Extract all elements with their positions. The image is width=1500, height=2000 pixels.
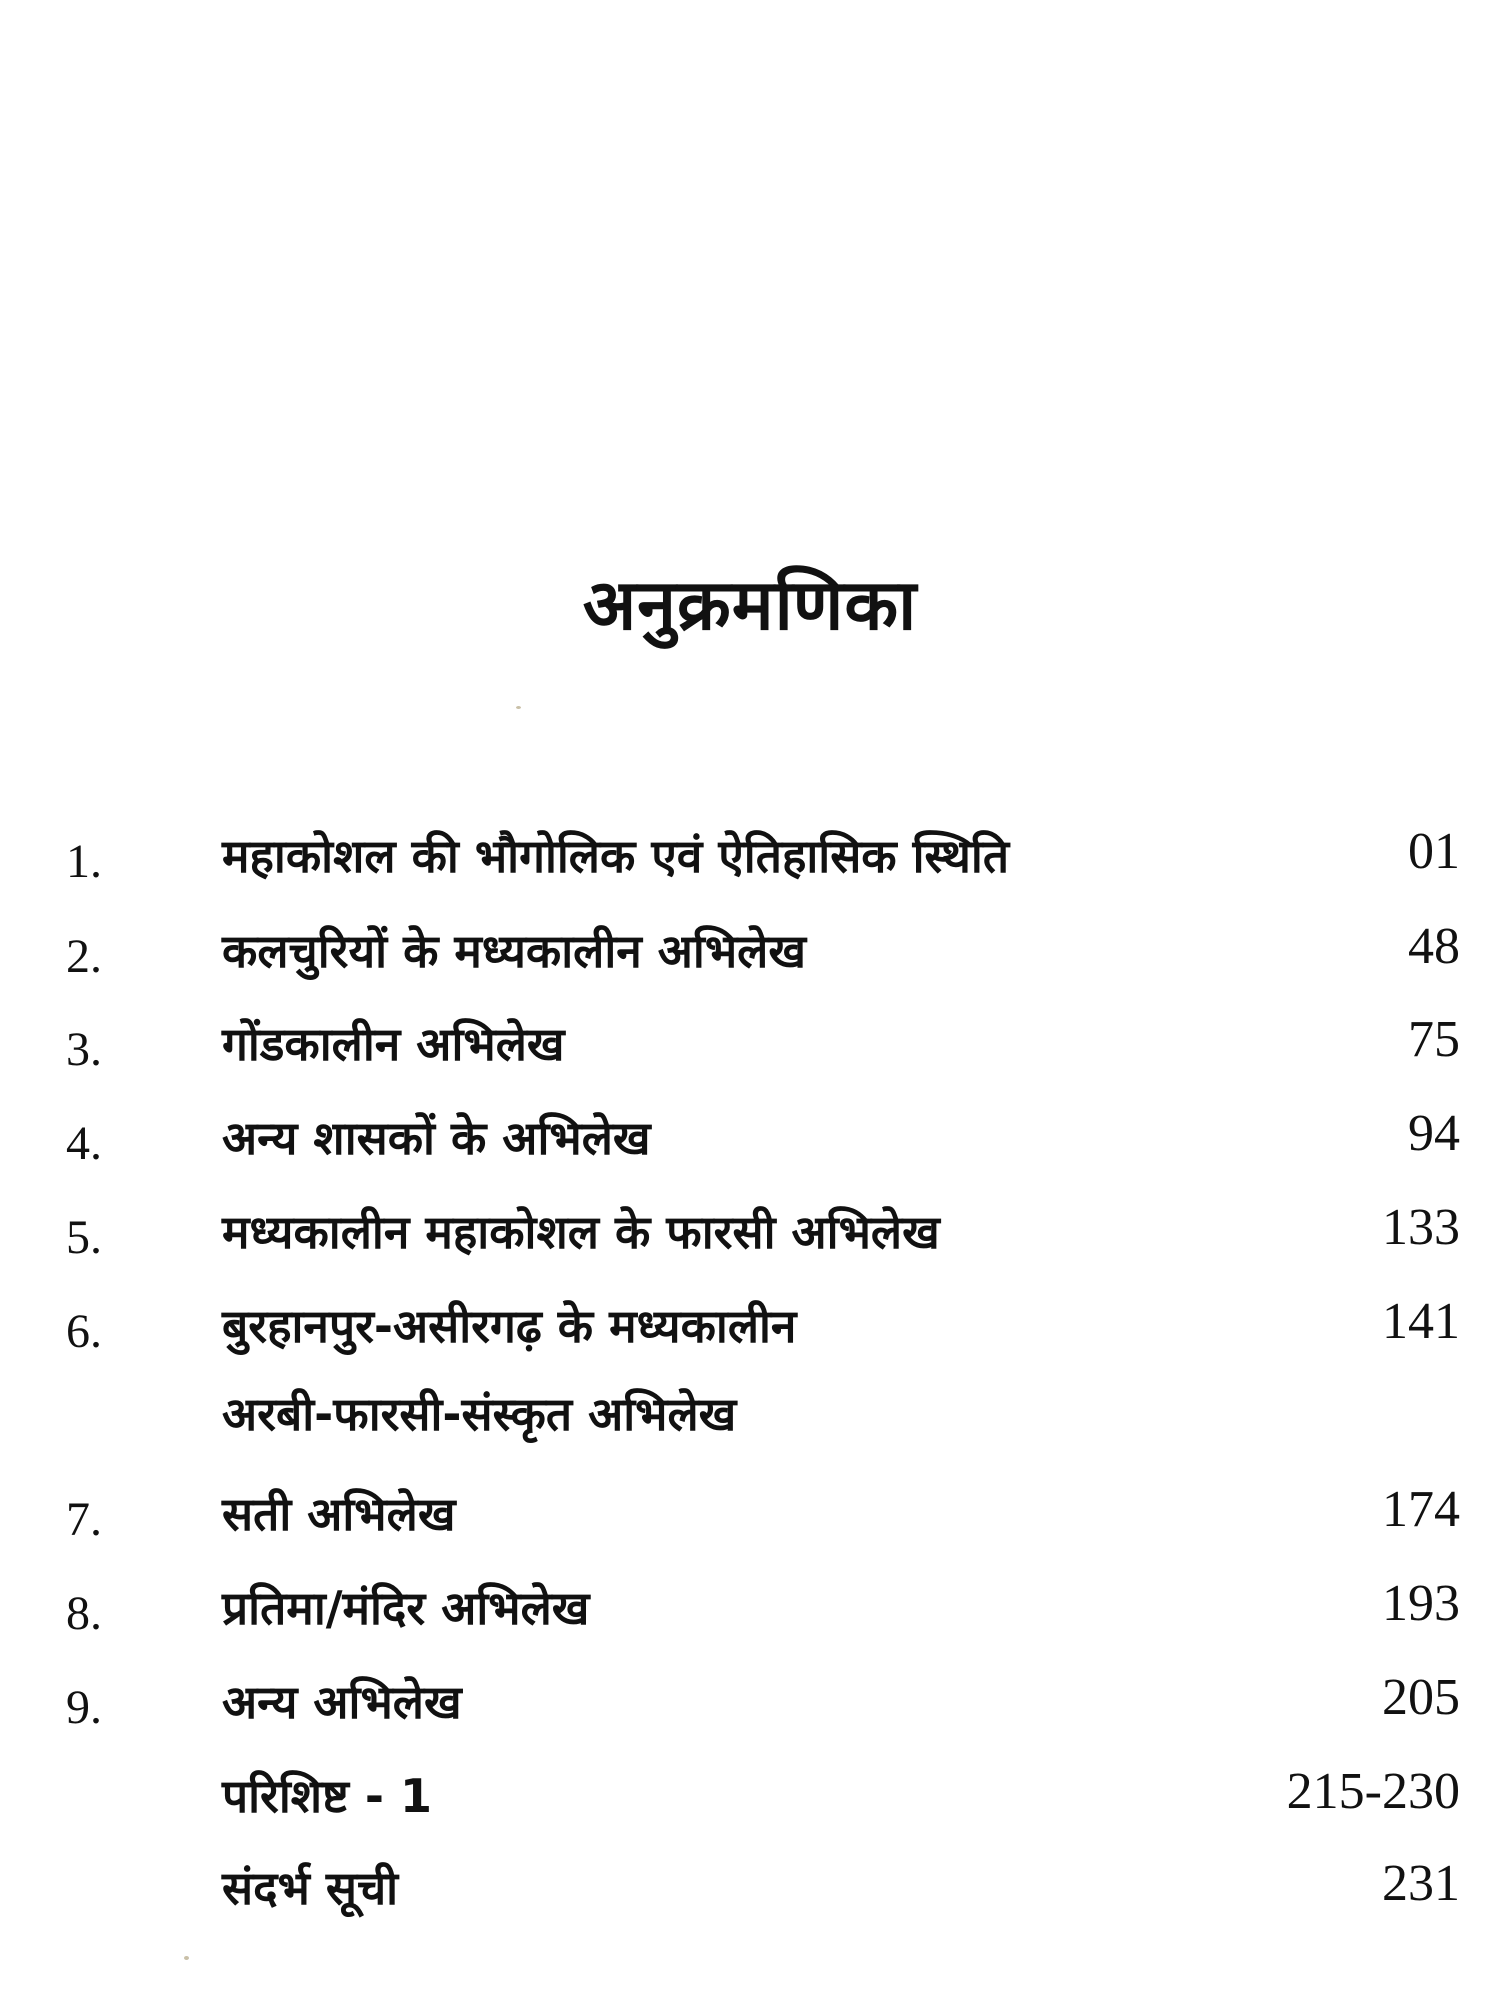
entry-page: 75 bbox=[1408, 1011, 1460, 1068]
entry-title: परिशिष्ट - 1 bbox=[222, 1769, 433, 1823]
entry-title: अन्य अभिलेख bbox=[222, 1675, 462, 1729]
entry-page: 94 bbox=[1408, 1105, 1460, 1162]
entry-title: महाकोशल की भौगोलिक एवं ऐतिहासिक स्थिति bbox=[222, 829, 1010, 883]
paper-speck bbox=[516, 706, 521, 709]
entry-title: अन्य शासकों के अभिलेख bbox=[222, 1111, 651, 1165]
entry-title: मध्यकालीन महाकोशल के फारसी अभिलेख bbox=[222, 1205, 940, 1259]
entry-number: 7. bbox=[66, 1493, 102, 1546]
toc-entry-5 bbox=[0, 1196, 1500, 1266]
entry-number: 5. bbox=[66, 1211, 102, 1264]
entry-number: 9. bbox=[66, 1681, 102, 1734]
entry-number: 1. bbox=[66, 835, 102, 888]
entry-page: 48 bbox=[1408, 918, 1460, 975]
entry-number: 3. bbox=[66, 1023, 102, 1076]
entry-page: 193 bbox=[1382, 1575, 1460, 1632]
toc-entry-appendix bbox=[0, 1760, 1500, 1830]
entry-title: बुरहानपुर-असीरगढ़ के मध्यकालीन bbox=[222, 1299, 797, 1353]
entry-page: 174 bbox=[1382, 1481, 1460, 1538]
entry-number: 6. bbox=[66, 1305, 102, 1358]
page-title: अनुक्रमणिका bbox=[582, 564, 918, 646]
toc-entry-9 bbox=[0, 1666, 1500, 1736]
toc-entry-1 bbox=[0, 820, 1500, 890]
toc-entry-8 bbox=[0, 1572, 1500, 1642]
entry-page: 141 bbox=[1382, 1293, 1460, 1350]
entry-page: 01 bbox=[1408, 823, 1460, 880]
entry-title-continuation: अरबी-फारसी-संस्कृत अभिलेख bbox=[222, 1387, 737, 1441]
entry-title: सती अभिलेख bbox=[222, 1487, 456, 1541]
toc-entry-2 bbox=[0, 915, 1500, 985]
paper-speck bbox=[184, 1956, 189, 1960]
entry-title: प्रतिमा/मंदिर अभिलेख bbox=[222, 1581, 590, 1635]
entry-number: 2. bbox=[66, 930, 102, 983]
toc-entry-4 bbox=[0, 1102, 1500, 1172]
toc-entry-7 bbox=[0, 1478, 1500, 1548]
entry-number: 8. bbox=[66, 1587, 102, 1640]
toc-entry-references bbox=[0, 1852, 1500, 1922]
toc-entry-3 bbox=[0, 1008, 1500, 1078]
entry-page: 205 bbox=[1382, 1669, 1460, 1726]
entry-title: संदर्भ सूची bbox=[222, 1861, 399, 1915]
toc-entry-6 bbox=[0, 1290, 1500, 1450]
entry-page: 231 bbox=[1382, 1855, 1460, 1912]
entry-title: गोंडकालीन अभिलेख bbox=[222, 1017, 565, 1071]
entry-page: 133 bbox=[1382, 1199, 1460, 1256]
entry-number: 4. bbox=[66, 1117, 102, 1170]
entry-page: 215-230 bbox=[1286, 1763, 1460, 1820]
entry-title: कलचुरियों के मध्यकालीन अभिलेख bbox=[222, 924, 806, 978]
